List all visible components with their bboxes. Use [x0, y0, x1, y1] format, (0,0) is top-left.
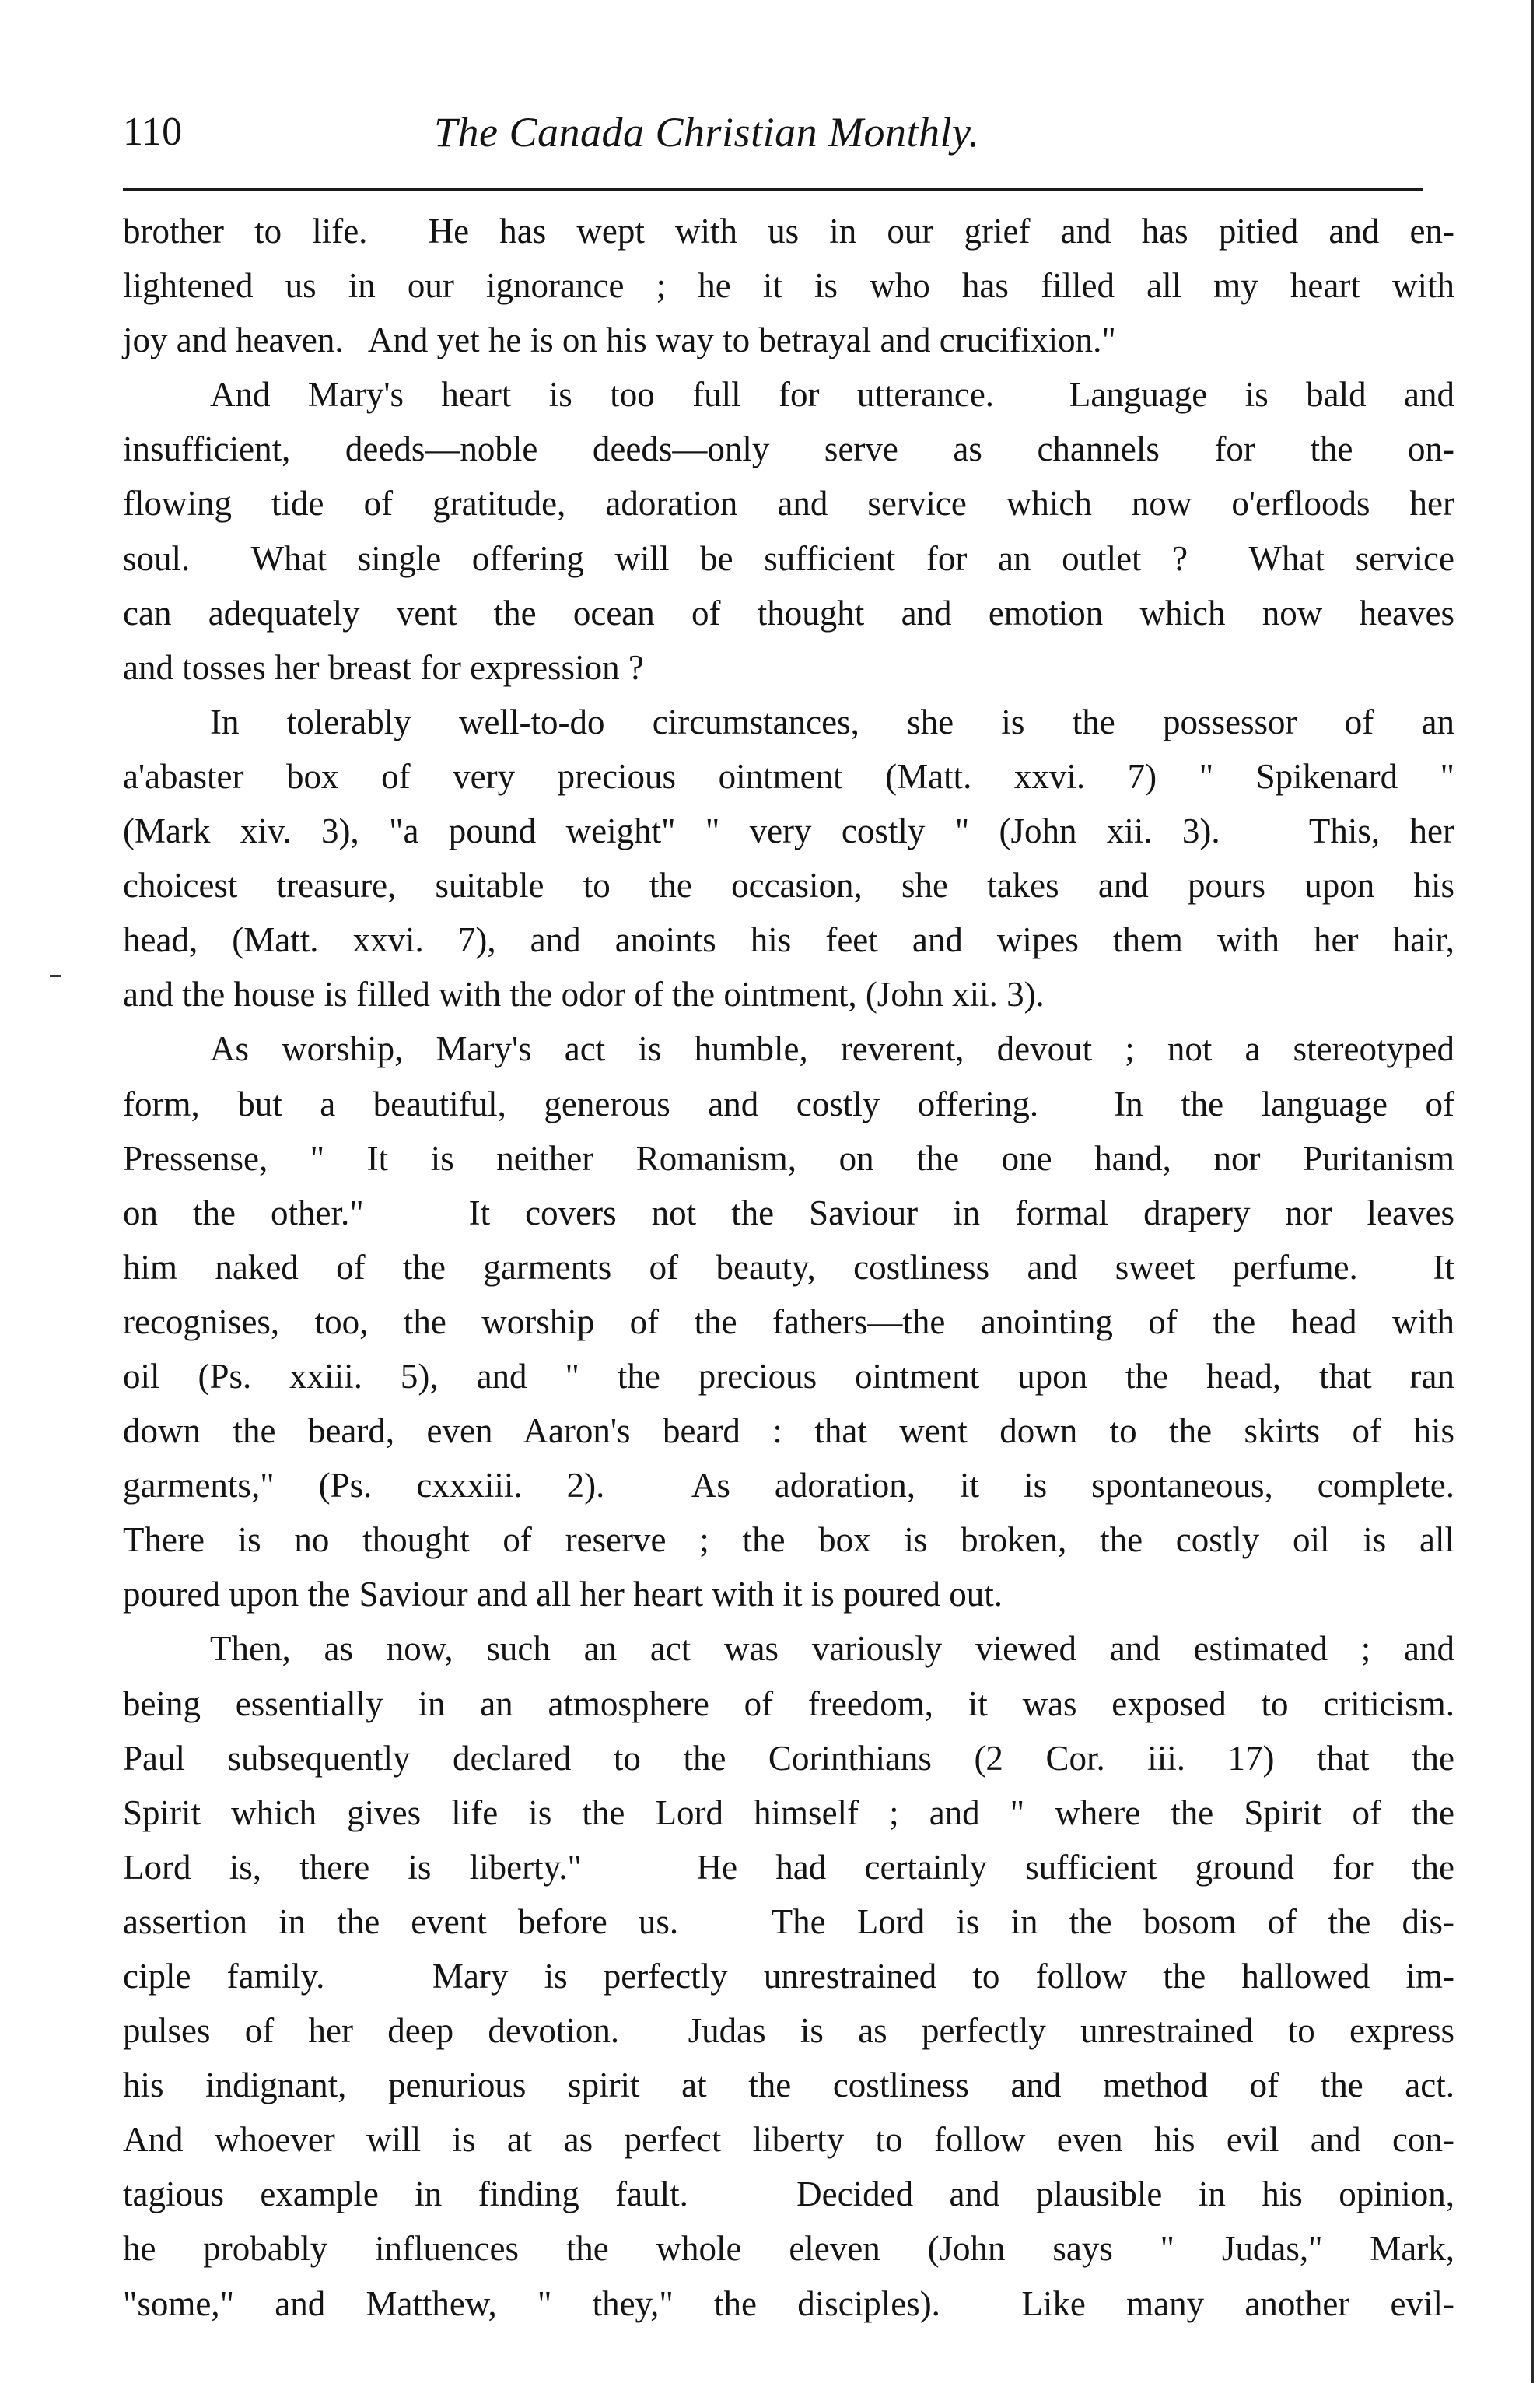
- body-text: [123, 204, 1454, 2331]
- text-line: on the other." It covers not the Saviour in formal drapery nor leaves: [123, 1193, 1454, 1232]
- text-line: a'abaster box of very precious ointment (Matt. xxvi. 7) " Spikenard ": [123, 756, 1454, 796]
- text-line: "some," and Matthew, " they," the disciples). Like many another evil-: [123, 2283, 1454, 2323]
- journal-title: The Canada Christian Monthly.: [434, 109, 980, 156]
- text-line: There is no thought of reserve ; the box is broken, the costly oil is all: [123, 1520, 1454, 1560]
- page-edge-border: [1531, 0, 1534, 2383]
- paragraph-start-line: As worship, Mary's act is humble, reverent, devout ; not a stereotyped: [210, 1029, 1454, 1069]
- text-line: Spirit which gives life is the Lord himself ; and " where the Spirit of the: [123, 1793, 1454, 1832]
- text-line: can adequately vent the ocean of thought and emotion which now heaves: [123, 593, 1454, 633]
- text-line: he probably influences the whole eleven (John says " Judas," Mark,: [123, 2229, 1454, 2269]
- text-line: oil (Ps. xxiii. 5), and " the precious ointment upon the head, that ran: [123, 1356, 1454, 1396]
- text-line: tagious example in finding fault. Decided and plausible in his opinion,: [123, 2174, 1454, 2214]
- text-line: Lord is, there is liberty." He had certainly sufficient ground for the: [123, 1847, 1454, 1887]
- header-rule: [123, 188, 1423, 191]
- text-line: insufficient, deeds—noble deeds—only serve as channels for the on-: [123, 429, 1454, 469]
- text-line: flowing tide of gratitude, adoration and service which now o'erfloods her: [123, 484, 1454, 524]
- text-line: recognises, too, the worship of the fathers—the anointing of the head with: [123, 1302, 1454, 1341]
- paragraph-start-line: And Mary's heart is too full for utterance. Language is bald and: [210, 375, 1454, 415]
- text-line: being essentially in an atmosphere of freedom, it was exposed to criticism.: [123, 1684, 1454, 1723]
- text-line: form, but a beautiful, generous and costly offering. In the language of: [123, 1084, 1454, 1123]
- text-line: Paul subsequently declared to the Corinthians (2 Cor. iii. 17) that the: [123, 1738, 1454, 1778]
- text-line: him naked of the garments of beauty, costliness and sweet perfume. It: [123, 1247, 1454, 1287]
- margin-mark: [50, 975, 61, 977]
- text-line: lightened us in our ignorance ; he it is who has filled all my heart with: [123, 266, 1454, 306]
- text-line: head, (Matt. xxvi. 7), and anoints his feet and wipes them with her hair,: [123, 920, 1454, 960]
- text-line: Pressense, " It is neither Romanism, on the one hand, nor Puritanism: [123, 1138, 1454, 1178]
- text-line: joy and heaven. And yet he is on his way to betrayal and crucifixion.": [123, 321, 1116, 360]
- paragraph-start-line: In tolerably well-to-do circumstances, she is the possessor of an: [210, 702, 1454, 741]
- text-line: choicest treasure, suitable to the occasion, she takes and pours upon his: [123, 866, 1454, 906]
- text-line: soul. What single offering will be sufficient for an outlet ? What service: [123, 538, 1454, 578]
- page-number: 110: [123, 110, 183, 154]
- text-line: and the house is filled with the odor of the ointment, (John xii. 3).: [123, 975, 1045, 1015]
- text-line: pulses of her deep devotion. Judas is as perfectly unrestrained to express: [123, 2011, 1454, 2051]
- paragraph-start-line: Then, as now, such an act was variously viewed and estimated ; and: [210, 1629, 1454, 1669]
- text-line: garments," (Ps. cxxxiii. 2). As adoration, it is spontaneous, complete.: [123, 1466, 1454, 1505]
- text-line: his indignant, penurious spirit at the costliness and method of the act.: [123, 2066, 1454, 2105]
- text-line: assertion in the event before us. The Lord is in the bosom of the dis-: [123, 1901, 1454, 1941]
- text-line: poured upon the Saviour and all her heart with it is poured out.: [123, 1575, 1003, 1614]
- text-line: And whoever will is at as perfect liberty to follow even his evil and con-: [123, 2120, 1454, 2160]
- text-line: down the beard, even Aaron's beard : that went down to the skirts of his: [123, 1411, 1454, 1451]
- text-line: and tosses her breast for expression ?: [123, 647, 644, 687]
- text-line: brother to life. He has wept with us in our grief and has pitied and en-: [123, 212, 1454, 251]
- text-line: (Mark xiv. 3), "a pound weight" " very costly " (John xii. 3). This, her: [123, 811, 1454, 851]
- running-header: [123, 101, 1414, 163]
- text-line: ciple family. Mary is perfectly unrestrained to follow the hallowed im-: [123, 1957, 1454, 1996]
